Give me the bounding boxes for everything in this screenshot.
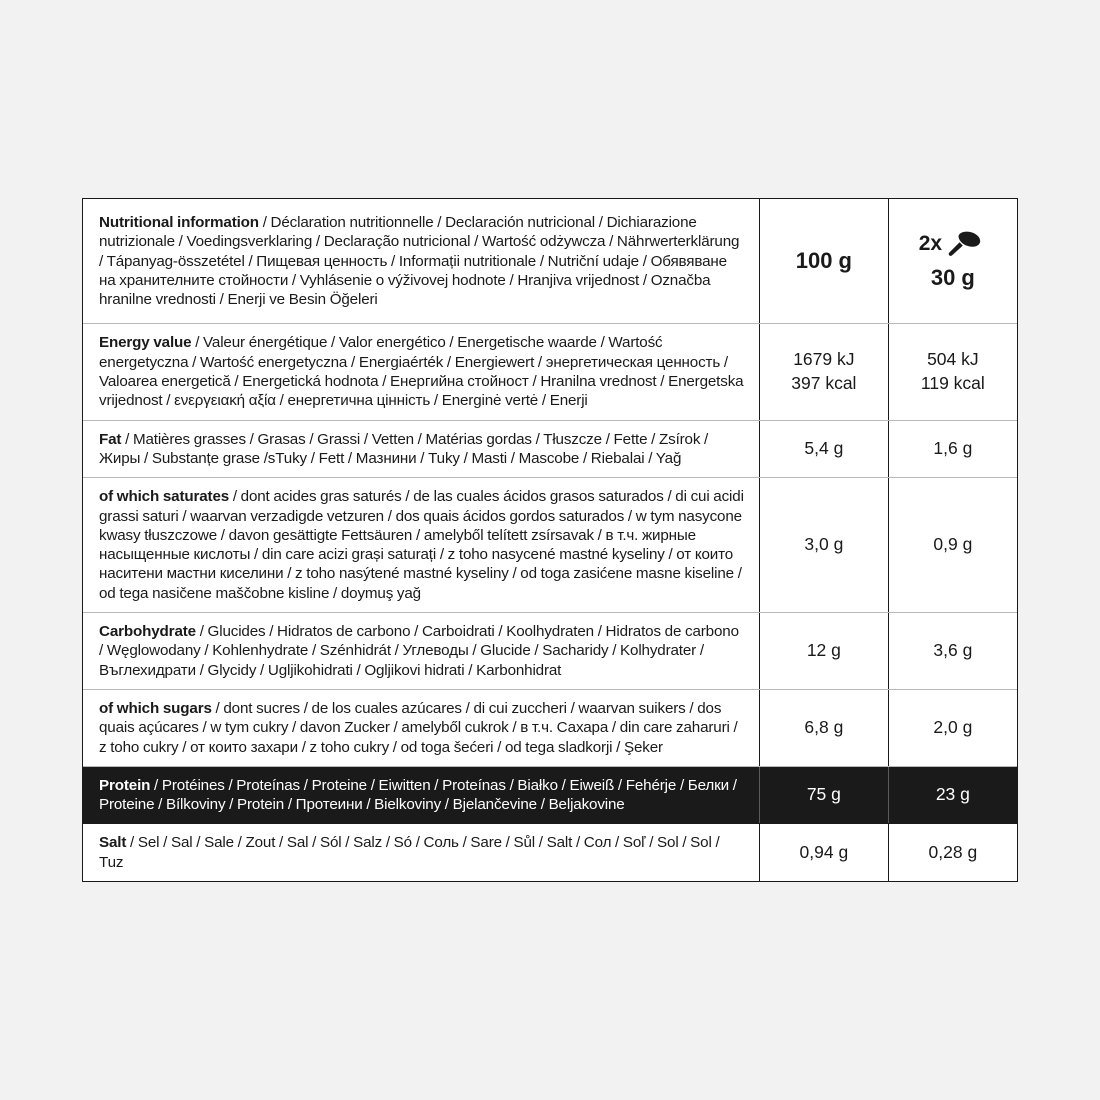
table-row-salt [83, 824, 1017, 881]
table-row-header [83, 199, 1017, 324]
row-translations: / dont acides gras saturés / de las cuales ácidos grasos saturados / di cui acidi grassi saturi / waarvan verzadigde vetzuren / dos quais ácidos gordos saturados / w tym nasycone kwasy tłuszczowe / davon gesättigte Fettsäuren / amelyből telített zsírsavak / в т.ч. жирные насыщенные кислоты / din care acizi grași saturați / z toho nasycené mastné kyseliny / от които наситени мастни киселини / z toho nasýtené mastné kyseliny / od toga zasićene masne kiseline / od tega nasičene maščobne kisline / doymuş yağ [99, 488, 744, 602]
column-header-per-100g: 100 g [759, 199, 888, 324]
row-term: Protein [99, 776, 151, 794]
row-term: Energy value [99, 334, 192, 352]
value-protein-30g: 23 g [888, 766, 1017, 824]
row-term: Salt [99, 834, 127, 852]
nutrition-table [83, 199, 1017, 881]
value-fat-100g: 5,4 g [759, 420, 888, 478]
row-translations: / Valeur énergétique / Valor energético / Energetische waarde / Wartość energetyczna / Wartość energetyczna / Energiaérték / Energiewert / энергетическая ценность / Valoarea energetică / Energetická hodnota / Енергийна стойност / Hranilna vrednost / Energetska vrijednost / ενεργειακή αξία / енергетична цінність / Energinė vertė / Enerji [99, 334, 744, 410]
row-translations: / Sel / Sal / Sale / Zout / Sal / Sól / Salz / Só / Соль / Sare / Sůl / Salt / Сол / Soľ / Sol / Sol / Tuz [99, 834, 720, 871]
row-term: of which saturates [99, 488, 230, 506]
energy-kcal-30g: 119 kcal [920, 373, 985, 394]
value-carbohydrate-100g: 12 g [759, 613, 888, 690]
value-energy-30g [888, 324, 1017, 420]
column-header-portion [888, 199, 1017, 324]
row-label-saturates [83, 478, 759, 613]
value-sugars-100g: 6,8 g [759, 689, 888, 766]
row-translations: / dont sucres / de los cuales azúcares / di cui zuccheri / waarvan suikers / dos quais açúcares / w tym cukry / davon Zucker / amelyből cukrok / в т.ч. Сахара / din care zaharuri / z toho cukry / от които захари / z toho cukry / od toga šećeri / od tega sladkorji / Şeker [99, 699, 738, 756]
value-sugars-30g: 2,0 g [888, 689, 1017, 766]
value-energy-100g [759, 324, 888, 420]
row-label-fat [83, 420, 759, 478]
table-row-fat [83, 420, 1017, 478]
table-row-sugars [83, 689, 1017, 766]
portion-header-top [893, 230, 1013, 258]
row-translations: / Protéines / Proteínas / Proteine / Eiwitten / Proteínas / Białko / Eiweiß / Fehérje / Белки / Proteine / Bílkoviny / Protein / Протеини / Bielkoviny / Bjelančevine / Beljakovine [99, 776, 737, 814]
row-term: Carbohydrate [99, 623, 196, 641]
portion-multiplier: 2x [918, 232, 943, 256]
table-row-energy-value [83, 324, 1017, 420]
value-salt-30g: 0,28 g [928, 841, 978, 862]
row-translations: / Déclaration nutritionnelle / Declaración nutricional / Dichiarazione nutrizionale / Voedingsverklaring / Declaração nutricional / Wartość odżywcza / Nährwerterklärung / Tápanyag-összetétel / Пищевая ценность / Informații nutritionale / Nutriční udaje / Обявяване на хранителните стойности / Vyhlásenie o výživovej hodnote / Hranjiva vrijednost / Označba hranilne vrednosti / Enerji ve Besin Öğeleri [99, 214, 740, 309]
energy-kj-30g: 504 kJ [927, 349, 979, 370]
row-label-nutritional-information [83, 199, 759, 324]
row-term: Fat [99, 430, 122, 448]
row-translations: / Glucides / Hidratos de carbono / Carboidrati / Koolhydraten / Hidratos de carbono / Węglowodany / Kohlenhydrate / Szénhidrát / Углеводы / Glucide / Sacharidy / Kolhydrater / Въглехидрати / Glycidy / Ugljikohidrati / Ogljikovi hidrati / Karbonhidrat [99, 623, 739, 679]
energy-kcal-100g: 397 kcal [791, 373, 857, 394]
value-saturates-100g: 3,0 g [759, 478, 888, 613]
value-protein-100g: 75 g [759, 766, 888, 824]
energy-kj-100g: 1679 kJ [793, 349, 855, 370]
value-saturates-30g: 0,9 g [888, 478, 1017, 613]
portion-size: 30 g [930, 264, 975, 290]
scoop-icon [947, 231, 987, 257]
nutrition-table-panel [82, 198, 1018, 882]
row-term: of which sugars [99, 699, 212, 717]
table-row-protein [83, 766, 1017, 824]
row-translations: / Matières grasses / Grasas / Grassi / Vetten / Matérias gordas / Tłuszcze / Fette / Zsírok / Жиры / Substanțe grase /sTuky / Fett / Мазнини / Tuky / Masti / Mascobe / Riebalai / Yağ [99, 430, 709, 467]
row-label-protein [83, 766, 759, 824]
row-label-sugars [83, 689, 759, 766]
value-salt-100g: 0,94 g [759, 824, 888, 881]
row-label-salt [83, 824, 759, 881]
row-term: Nutritional information [99, 214, 259, 231]
value-fat-30g: 1,6 g [888, 420, 1017, 478]
table-row-saturates [83, 478, 1017, 613]
value-carbohydrate-30g: 3,6 g [888, 613, 1017, 690]
row-label-carbohydrate [83, 613, 759, 690]
table-row-carbohydrate [83, 613, 1017, 690]
row-label-energy-value [83, 324, 759, 420]
